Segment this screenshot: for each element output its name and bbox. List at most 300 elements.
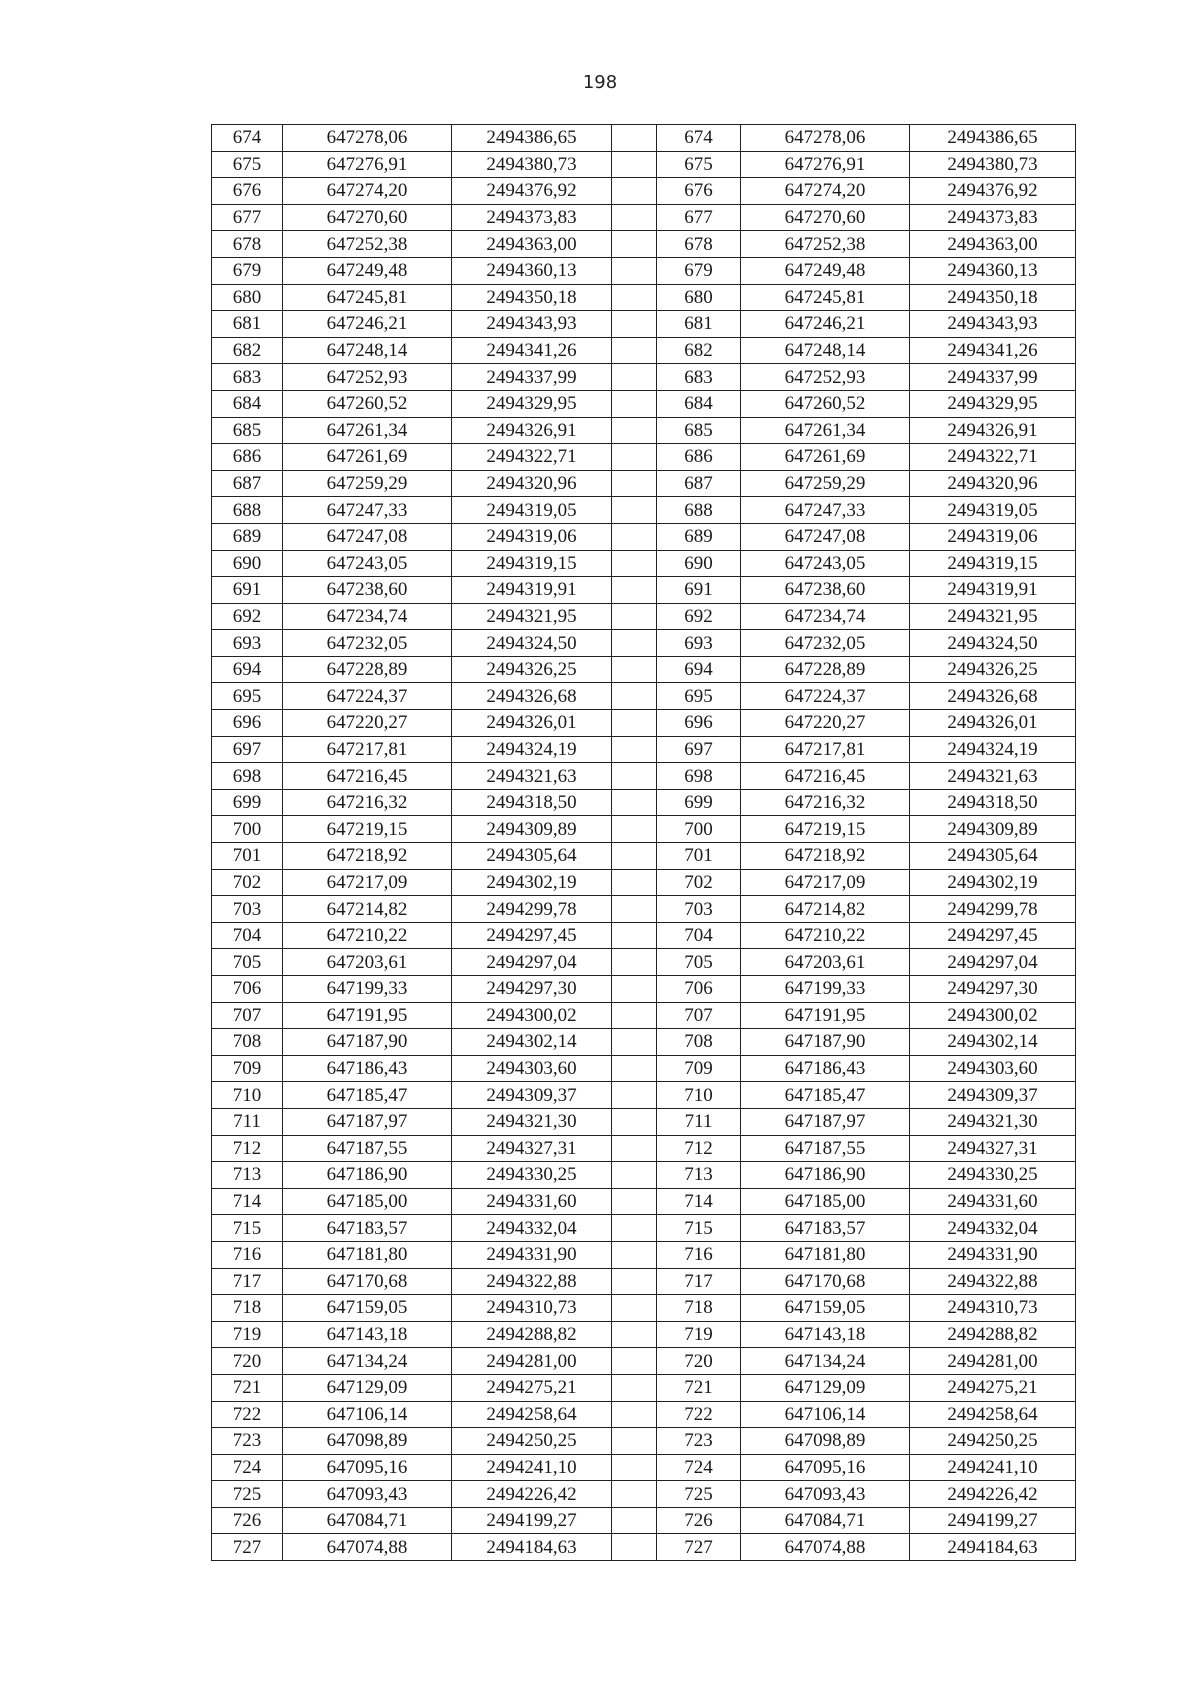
empty-separator-cell [612, 1188, 657, 1215]
x-coordinate-cell-repeat: 647143,18 [741, 1321, 910, 1348]
x-coordinate-cell-repeat: 647210,22 [741, 922, 910, 949]
y-coordinate-cell-repeat: 2494319,91 [910, 577, 1076, 604]
x-coordinate-cell: 647191,95 [283, 1002, 452, 1029]
y-coordinate-cell-repeat: 2494360,13 [910, 257, 1076, 284]
empty-separator-cell [612, 630, 657, 657]
y-coordinate-cell-repeat: 2494319,06 [910, 523, 1076, 550]
point-number-cell-repeat: 692 [657, 603, 741, 630]
table-row [212, 178, 1076, 205]
empty-separator-cell [612, 1295, 657, 1322]
empty-separator-cell [612, 125, 657, 152]
point-number-cell: 715 [212, 1215, 283, 1242]
x-coordinate-cell: 647228,89 [283, 656, 452, 683]
empty-separator-cell [612, 417, 657, 444]
y-coordinate-cell: 2494299,78 [452, 896, 612, 923]
empty-separator-cell [612, 444, 657, 471]
point-number-cell: 690 [212, 550, 283, 577]
table-row [212, 1055, 1076, 1082]
table-row [212, 1188, 1076, 1215]
point-number-cell-repeat: 726 [657, 1507, 741, 1534]
empty-separator-cell [612, 1055, 657, 1082]
empty-separator-cell [612, 1029, 657, 1056]
y-coordinate-cell-repeat: 2494331,60 [910, 1188, 1076, 1215]
y-coordinate-cell-repeat: 2494281,00 [910, 1348, 1076, 1375]
table-row [212, 1029, 1076, 1056]
point-number-cell-repeat: 714 [657, 1188, 741, 1215]
y-coordinate-cell: 2494332,04 [452, 1215, 612, 1242]
y-coordinate-cell-repeat: 2494318,50 [910, 789, 1076, 816]
empty-separator-cell [612, 311, 657, 338]
empty-separator-cell [612, 949, 657, 976]
empty-separator-cell [612, 550, 657, 577]
point-number-cell: 702 [212, 869, 283, 896]
empty-separator-cell [612, 736, 657, 763]
y-coordinate-cell: 2494330,25 [452, 1162, 612, 1189]
x-coordinate-cell: 647074,88 [283, 1534, 452, 1561]
x-coordinate-cell: 647129,09 [283, 1374, 452, 1401]
y-coordinate-cell: 2494326,01 [452, 710, 612, 737]
x-coordinate-cell-repeat: 647098,89 [741, 1428, 910, 1455]
point-number-cell-repeat: 720 [657, 1348, 741, 1375]
empty-separator-cell [612, 470, 657, 497]
x-coordinate-cell-repeat: 647276,91 [741, 151, 910, 178]
y-coordinate-cell: 2494376,92 [452, 178, 612, 205]
y-coordinate-cell: 2494343,93 [452, 311, 612, 338]
point-number-cell-repeat: 698 [657, 763, 741, 790]
y-coordinate-cell: 2494250,25 [452, 1428, 612, 1455]
x-coordinate-cell: 647234,74 [283, 603, 452, 630]
x-coordinate-cell-repeat: 647234,74 [741, 603, 910, 630]
x-coordinate-cell-repeat: 647095,16 [741, 1454, 910, 1481]
empty-separator-cell [612, 1162, 657, 1189]
y-coordinate-cell: 2494322,88 [452, 1268, 612, 1295]
point-number-cell: 692 [212, 603, 283, 630]
point-number-cell-repeat: 681 [657, 311, 741, 338]
x-coordinate-cell-repeat: 647247,33 [741, 497, 910, 524]
y-coordinate-cell: 2494329,95 [452, 390, 612, 417]
y-coordinate-cell: 2494373,83 [452, 204, 612, 231]
x-coordinate-cell-repeat: 647170,68 [741, 1268, 910, 1295]
x-coordinate-cell-repeat: 647261,34 [741, 417, 910, 444]
point-number-cell-repeat: 676 [657, 178, 741, 205]
x-coordinate-cell: 647098,89 [283, 1428, 452, 1455]
y-coordinate-cell-repeat: 2494341,26 [910, 337, 1076, 364]
point-number-cell-repeat: 696 [657, 710, 741, 737]
y-coordinate-cell-repeat: 2494303,60 [910, 1055, 1076, 1082]
point-number-cell: 720 [212, 1348, 283, 1375]
point-number-cell-repeat: 710 [657, 1082, 741, 1109]
point-number-cell-repeat: 708 [657, 1029, 741, 1056]
x-coordinate-cell: 647210,22 [283, 922, 452, 949]
x-coordinate-cell-repeat: 647106,14 [741, 1401, 910, 1428]
point-number-cell-repeat: 721 [657, 1374, 741, 1401]
x-coordinate-cell: 647170,68 [283, 1268, 452, 1295]
empty-separator-cell [612, 231, 657, 258]
x-coordinate-cell-repeat: 647238,60 [741, 577, 910, 604]
table-row [212, 257, 1076, 284]
y-coordinate-cell-repeat: 2494320,96 [910, 470, 1076, 497]
table-row [212, 736, 1076, 763]
y-coordinate-cell-repeat: 2494297,45 [910, 922, 1076, 949]
empty-separator-cell [612, 364, 657, 391]
point-number-cell: 691 [212, 577, 283, 604]
table-row [212, 922, 1076, 949]
table-row [212, 284, 1076, 311]
point-number-cell: 684 [212, 390, 283, 417]
y-coordinate-cell: 2494318,50 [452, 789, 612, 816]
y-coordinate-cell-repeat: 2494321,95 [910, 603, 1076, 630]
point-number-cell-repeat: 694 [657, 656, 741, 683]
empty-separator-cell [612, 816, 657, 843]
y-coordinate-cell-repeat: 2494380,73 [910, 151, 1076, 178]
x-coordinate-cell: 647183,57 [283, 1215, 452, 1242]
table-row [212, 497, 1076, 524]
y-coordinate-cell-repeat: 2494332,04 [910, 1215, 1076, 1242]
x-coordinate-cell-repeat: 647261,69 [741, 444, 910, 471]
y-coordinate-cell: 2494321,95 [452, 603, 612, 630]
y-coordinate-cell-repeat: 2494327,31 [910, 1135, 1076, 1162]
point-number-cell: 679 [212, 257, 283, 284]
point-number-cell: 719 [212, 1321, 283, 1348]
x-coordinate-cell: 647248,14 [283, 337, 452, 364]
y-coordinate-cell-repeat: 2494309,89 [910, 816, 1076, 843]
point-number-cell-repeat: 697 [657, 736, 741, 763]
y-coordinate-cell: 2494241,10 [452, 1454, 612, 1481]
y-coordinate-cell: 2494297,04 [452, 949, 612, 976]
point-number-cell-repeat: 712 [657, 1135, 741, 1162]
y-coordinate-cell-repeat: 2494241,10 [910, 1454, 1076, 1481]
y-coordinate-cell: 2494324,19 [452, 736, 612, 763]
y-coordinate-cell: 2494326,91 [452, 417, 612, 444]
x-coordinate-cell-repeat: 647243,05 [741, 550, 910, 577]
x-coordinate-cell: 647276,91 [283, 151, 452, 178]
y-coordinate-cell: 2494319,06 [452, 523, 612, 550]
y-coordinate-cell-repeat: 2494329,95 [910, 390, 1076, 417]
point-number-cell: 688 [212, 497, 283, 524]
x-coordinate-cell-repeat: 647203,61 [741, 949, 910, 976]
table-row [212, 789, 1076, 816]
y-coordinate-cell: 2494302,19 [452, 869, 612, 896]
x-coordinate-cell-repeat: 647183,57 [741, 1215, 910, 1242]
x-coordinate-cell: 647252,93 [283, 364, 452, 391]
x-coordinate-cell: 647260,52 [283, 390, 452, 417]
x-coordinate-cell-repeat: 647185,00 [741, 1188, 910, 1215]
x-coordinate-cell: 647187,90 [283, 1029, 452, 1056]
x-coordinate-cell: 647249,48 [283, 257, 452, 284]
point-number-cell: 694 [212, 656, 283, 683]
y-coordinate-cell: 2494337,99 [452, 364, 612, 391]
table-row [212, 603, 1076, 630]
x-coordinate-cell-repeat: 647249,48 [741, 257, 910, 284]
empty-separator-cell [612, 976, 657, 1003]
y-coordinate-cell: 2494303,60 [452, 1055, 612, 1082]
point-number-cell-repeat: 719 [657, 1321, 741, 1348]
empty-separator-cell [612, 1534, 657, 1561]
table-row [212, 1002, 1076, 1029]
y-coordinate-cell: 2494331,60 [452, 1188, 612, 1215]
empty-separator-cell [612, 1454, 657, 1481]
point-number-cell: 695 [212, 683, 283, 710]
x-coordinate-cell-repeat: 647217,81 [741, 736, 910, 763]
y-coordinate-cell: 2494297,45 [452, 922, 612, 949]
x-coordinate-cell: 647159,05 [283, 1295, 452, 1322]
point-number-cell: 674 [212, 125, 283, 152]
x-coordinate-cell-repeat: 647247,08 [741, 523, 910, 550]
empty-separator-cell [612, 1401, 657, 1428]
table-row [212, 577, 1076, 604]
y-coordinate-cell: 2494281,00 [452, 1348, 612, 1375]
table-row [212, 470, 1076, 497]
empty-separator-cell [612, 763, 657, 790]
table-row [212, 1162, 1076, 1189]
x-coordinate-cell: 647095,16 [283, 1454, 452, 1481]
y-coordinate-cell: 2494350,18 [452, 284, 612, 311]
table-row [212, 417, 1076, 444]
y-coordinate-cell-repeat: 2494319,15 [910, 550, 1076, 577]
point-number-cell-repeat: 707 [657, 1002, 741, 1029]
empty-separator-cell [612, 1481, 657, 1508]
y-coordinate-cell-repeat: 2494363,00 [910, 231, 1076, 258]
point-number-cell: 717 [212, 1268, 283, 1295]
point-number-cell: 706 [212, 976, 283, 1003]
x-coordinate-cell: 647243,05 [283, 550, 452, 577]
point-number-cell: 696 [212, 710, 283, 737]
point-number-cell-repeat: 685 [657, 417, 741, 444]
x-coordinate-cell-repeat: 647232,05 [741, 630, 910, 657]
point-number-cell-repeat: 695 [657, 683, 741, 710]
y-coordinate-cell-repeat: 2494324,19 [910, 736, 1076, 763]
table-row [212, 630, 1076, 657]
x-coordinate-cell-repeat: 647074,88 [741, 1534, 910, 1561]
y-coordinate-cell-repeat: 2494305,64 [910, 843, 1076, 870]
x-coordinate-cell-repeat: 647134,24 [741, 1348, 910, 1375]
point-number-cell-repeat: 687 [657, 470, 741, 497]
point-number-cell: 723 [212, 1428, 283, 1455]
point-number-cell: 718 [212, 1295, 283, 1322]
empty-separator-cell [612, 337, 657, 364]
empty-separator-cell [612, 257, 657, 284]
y-coordinate-cell-repeat: 2494319,05 [910, 497, 1076, 524]
point-number-cell-repeat: 679 [657, 257, 741, 284]
y-coordinate-cell-repeat: 2494330,25 [910, 1162, 1076, 1189]
empty-separator-cell [612, 1374, 657, 1401]
empty-separator-cell [612, 710, 657, 737]
empty-separator-cell [612, 1082, 657, 1109]
point-number-cell: 697 [212, 736, 283, 763]
empty-separator-cell [612, 1002, 657, 1029]
point-number-cell-repeat: 704 [657, 922, 741, 949]
y-coordinate-cell-repeat: 2494324,50 [910, 630, 1076, 657]
point-number-cell: 683 [212, 364, 283, 391]
x-coordinate-cell: 647218,92 [283, 843, 452, 870]
y-coordinate-cell-repeat: 2494321,30 [910, 1108, 1076, 1135]
point-number-cell-repeat: 678 [657, 231, 741, 258]
point-number-cell: 722 [212, 1401, 283, 1428]
y-coordinate-cell-repeat: 2494226,42 [910, 1481, 1076, 1508]
y-coordinate-cell-repeat: 2494299,78 [910, 896, 1076, 923]
y-coordinate-cell: 2494322,71 [452, 444, 612, 471]
table-row [212, 550, 1076, 577]
x-coordinate-cell-repeat: 647216,32 [741, 789, 910, 816]
table-row [212, 656, 1076, 683]
point-number-cell: 714 [212, 1188, 283, 1215]
coordinates-table-body [212, 125, 1076, 1561]
y-coordinate-cell: 2494310,73 [452, 1295, 612, 1322]
x-coordinate-cell: 647220,27 [283, 710, 452, 737]
x-coordinate-cell-repeat: 647129,09 [741, 1374, 910, 1401]
table-row [212, 337, 1076, 364]
y-coordinate-cell: 2494184,63 [452, 1534, 612, 1561]
y-coordinate-cell: 2494380,73 [452, 151, 612, 178]
x-coordinate-cell: 647185,47 [283, 1082, 452, 1109]
x-coordinate-cell: 647217,81 [283, 736, 452, 763]
table-row [212, 204, 1076, 231]
x-coordinate-cell: 647187,97 [283, 1108, 452, 1135]
table-row [212, 1454, 1076, 1481]
x-coordinate-cell: 647261,34 [283, 417, 452, 444]
point-number-cell-repeat: 706 [657, 976, 741, 1003]
y-coordinate-cell-repeat: 2494376,92 [910, 178, 1076, 205]
table-row [212, 976, 1076, 1003]
table-row [212, 151, 1076, 178]
y-coordinate-cell: 2494327,31 [452, 1135, 612, 1162]
empty-separator-cell [612, 922, 657, 949]
point-number-cell-repeat: 725 [657, 1481, 741, 1508]
table-row [212, 1241, 1076, 1268]
y-coordinate-cell: 2494300,02 [452, 1002, 612, 1029]
y-coordinate-cell-repeat: 2494309,37 [910, 1082, 1076, 1109]
table-row [212, 1374, 1076, 1401]
point-number-cell: 699 [212, 789, 283, 816]
x-coordinate-cell: 647247,33 [283, 497, 452, 524]
y-coordinate-cell-repeat: 2494373,83 [910, 204, 1076, 231]
point-number-cell-repeat: 683 [657, 364, 741, 391]
x-coordinate-cell-repeat: 647274,20 [741, 178, 910, 205]
point-number-cell: 726 [212, 1507, 283, 1534]
point-number-cell-repeat: 674 [657, 125, 741, 152]
x-coordinate-cell: 647199,33 [283, 976, 452, 1003]
y-coordinate-cell: 2494386,65 [452, 125, 612, 152]
point-number-cell: 708 [212, 1029, 283, 1056]
x-coordinate-cell: 647216,32 [283, 789, 452, 816]
x-coordinate-cell-repeat: 647186,90 [741, 1162, 910, 1189]
point-number-cell-repeat: 699 [657, 789, 741, 816]
point-number-cell: 686 [212, 444, 283, 471]
x-coordinate-cell-repeat: 647219,15 [741, 816, 910, 843]
table-row [212, 816, 1076, 843]
x-coordinate-cell: 647217,09 [283, 869, 452, 896]
point-number-cell: 710 [212, 1082, 283, 1109]
x-coordinate-cell-repeat: 647245,81 [741, 284, 910, 311]
point-number-cell-repeat: 718 [657, 1295, 741, 1322]
x-coordinate-cell: 647143,18 [283, 1321, 452, 1348]
y-coordinate-cell-repeat: 2494386,65 [910, 125, 1076, 152]
x-coordinate-cell: 647238,60 [283, 577, 452, 604]
table-row [212, 1507, 1076, 1534]
coordinates-table [211, 124, 1076, 1561]
y-coordinate-cell-repeat: 2494322,71 [910, 444, 1076, 471]
x-coordinate-cell-repeat: 647217,09 [741, 869, 910, 896]
table-row [212, 1135, 1076, 1162]
y-coordinate-cell-repeat: 2494322,88 [910, 1268, 1076, 1295]
y-coordinate-cell-repeat: 2494337,99 [910, 364, 1076, 391]
x-coordinate-cell-repeat: 647191,95 [741, 1002, 910, 1029]
table-row [212, 1268, 1076, 1295]
point-number-cell-repeat: 677 [657, 204, 741, 231]
x-coordinate-cell: 647245,81 [283, 284, 452, 311]
point-number-cell-repeat: 675 [657, 151, 741, 178]
point-number-cell: 675 [212, 151, 283, 178]
x-coordinate-cell: 647093,43 [283, 1481, 452, 1508]
x-coordinate-cell-repeat: 647218,92 [741, 843, 910, 870]
x-coordinate-cell: 647259,29 [283, 470, 452, 497]
x-coordinate-cell-repeat: 647187,90 [741, 1029, 910, 1056]
x-coordinate-cell-repeat: 647248,14 [741, 337, 910, 364]
x-coordinate-cell-repeat: 647252,38 [741, 231, 910, 258]
y-coordinate-cell-repeat: 2494275,21 [910, 1374, 1076, 1401]
x-coordinate-cell: 647232,05 [283, 630, 452, 657]
y-coordinate-cell-repeat: 2494297,04 [910, 949, 1076, 976]
empty-separator-cell [612, 1428, 657, 1455]
y-coordinate-cell-repeat: 2494288,82 [910, 1321, 1076, 1348]
point-number-cell-repeat: 690 [657, 550, 741, 577]
point-number-cell-repeat: 689 [657, 523, 741, 550]
x-coordinate-cell-repeat: 647259,29 [741, 470, 910, 497]
table-row [212, 949, 1076, 976]
x-coordinate-cell-repeat: 647252,93 [741, 364, 910, 391]
y-coordinate-cell-repeat: 2494258,64 [910, 1401, 1076, 1428]
point-number-cell-repeat: 693 [657, 630, 741, 657]
y-coordinate-cell: 2494275,21 [452, 1374, 612, 1401]
y-coordinate-cell-repeat: 2494297,30 [910, 976, 1076, 1003]
y-coordinate-cell-repeat: 2494184,63 [910, 1534, 1076, 1561]
empty-separator-cell [612, 151, 657, 178]
empty-separator-cell [612, 1321, 657, 1348]
x-coordinate-cell: 647187,55 [283, 1135, 452, 1162]
y-coordinate-cell: 2494363,00 [452, 231, 612, 258]
table-row [212, 125, 1076, 152]
point-number-cell: 700 [212, 816, 283, 843]
y-coordinate-cell: 2494226,42 [452, 1481, 612, 1508]
x-coordinate-cell: 647134,24 [283, 1348, 452, 1375]
empty-separator-cell [612, 896, 657, 923]
y-coordinate-cell: 2494321,63 [452, 763, 612, 790]
point-number-cell: 724 [212, 1454, 283, 1481]
y-coordinate-cell: 2494341,26 [452, 337, 612, 364]
table-row [212, 364, 1076, 391]
empty-separator-cell [612, 1215, 657, 1242]
point-number-cell: 707 [212, 1002, 283, 1029]
y-coordinate-cell-repeat: 2494302,19 [910, 869, 1076, 896]
table-row [212, 1295, 1076, 1322]
empty-separator-cell [612, 1241, 657, 1268]
empty-separator-cell [612, 869, 657, 896]
x-coordinate-cell-repeat: 647159,05 [741, 1295, 910, 1322]
x-coordinate-cell: 647261,69 [283, 444, 452, 471]
point-number-cell-repeat: 717 [657, 1268, 741, 1295]
y-coordinate-cell-repeat: 2494326,25 [910, 656, 1076, 683]
x-coordinate-cell-repeat: 647084,71 [741, 1507, 910, 1534]
y-coordinate-cell-repeat: 2494326,01 [910, 710, 1076, 737]
x-coordinate-cell-repeat: 647186,43 [741, 1055, 910, 1082]
y-coordinate-cell-repeat: 2494331,90 [910, 1241, 1076, 1268]
empty-separator-cell [612, 497, 657, 524]
point-number-cell: 727 [212, 1534, 283, 1561]
table-row [212, 1348, 1076, 1375]
x-coordinate-cell-repeat: 647216,45 [741, 763, 910, 790]
x-coordinate-cell: 647186,90 [283, 1162, 452, 1189]
x-coordinate-cell: 647203,61 [283, 949, 452, 976]
